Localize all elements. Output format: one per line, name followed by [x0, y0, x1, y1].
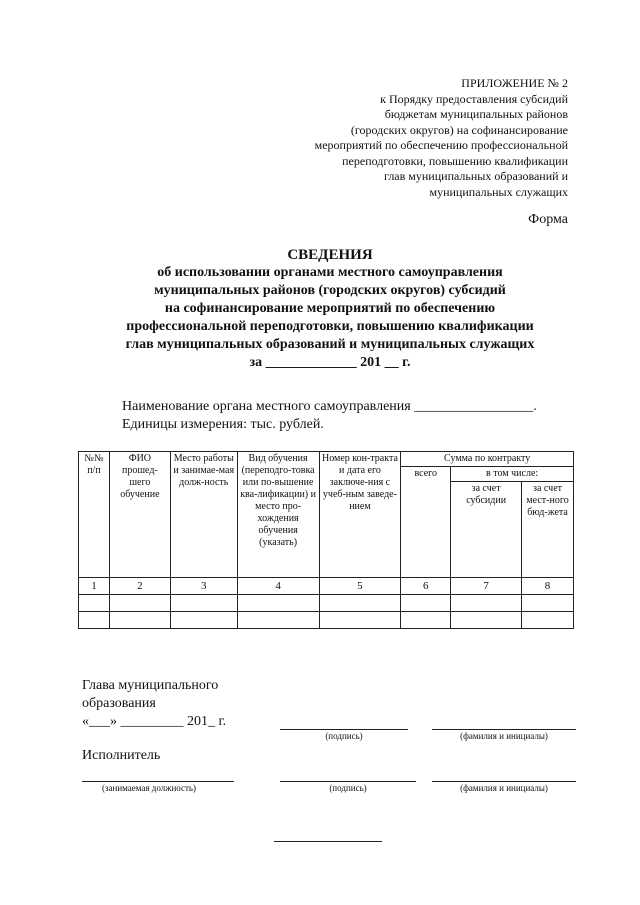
appendix-line: к Порядку предоставления субсидий — [380, 91, 568, 106]
column-number: 6 — [401, 578, 451, 595]
column-number: 7 — [451, 578, 522, 595]
column-number: 8 — [522, 578, 574, 595]
title-line: об использовании органами местного самоуправления — [157, 265, 503, 280]
position-caption: (занимаемая должность) — [101, 783, 197, 793]
title-line: глав муниципальных образований и муниципальных служащих — [125, 337, 535, 352]
col-header-incl: в том числе: — [451, 467, 574, 482]
appendix-line: муниципальных служащих — [429, 184, 568, 199]
executor-label: Исполнитель — [82, 748, 161, 763]
appendix-line: мероприятий по обеспечению профессиональной — [314, 138, 568, 152]
column-number: 3 — [170, 578, 237, 595]
form-label: Форма — [528, 212, 568, 227]
signature-line — [280, 729, 408, 730]
table-header-row — [79, 452, 574, 467]
head-title — [82, 677, 218, 713]
col-header-training: Вид обучения (переподго-товка или по-вышение ква-лификации) и место про-хождения обучения (указать) — [237, 452, 319, 578]
table-row — [79, 612, 574, 629]
col-header-num: №№ п/п — [79, 452, 110, 578]
name-line — [432, 781, 576, 782]
col-header-total: всего — [401, 467, 451, 578]
head-title-line: Глава муниципального — [82, 678, 219, 693]
column-number: 2 — [109, 578, 170, 595]
org-name-field: Наименование органа местного самоуправления _________________. — [122, 399, 537, 414]
appendix-line: ПРИЛОЖЕНИЕ № 2 — [461, 76, 568, 90]
col-header-fio: ФИО прошед-шего обучение — [109, 452, 170, 578]
col-header-local: за счет мест-ного бюд-жета — [522, 482, 574, 578]
title-line: на софинансирование мероприятий по обеспечению — [164, 301, 496, 316]
head-title-line: образования — [82, 696, 156, 711]
bottom-rule — [274, 841, 382, 842]
org-info — [122, 398, 537, 434]
date-field: «___» _________ 201_ г. — [82, 714, 227, 729]
name-caption: (фамилия и инициалы) — [460, 783, 548, 793]
column-number: 5 — [319, 578, 401, 595]
name-line — [432, 729, 576, 730]
appendix-line: (городских округов) на софинансирование — [350, 122, 568, 137]
col-header-sum: Сумма по контракту — [401, 452, 574, 467]
report-table — [78, 451, 574, 629]
col-header-contract: Номер кон-тракта и дата его заключе-ния с учеб-ным заведе-нием — [319, 452, 401, 578]
table-row — [79, 595, 574, 612]
units-line: Единицы измерения: тыс. рублей. — [122, 417, 324, 432]
appendix-line: бюджетам муниципальных районов — [384, 107, 568, 121]
name-caption: (фамилия и инициалы) — [460, 731, 548, 741]
column-number: 1 — [79, 578, 110, 595]
appendix-line: глав муниципальных образований и — [384, 169, 568, 183]
title-heading: СВЕДЕНИЯ — [287, 247, 373, 263]
col-header-workplace: Место работы и занимае-мая долж-ность — [170, 452, 237, 578]
document-title — [90, 246, 570, 372]
signature-line — [280, 781, 416, 782]
title-period: за _____________ 201 __ г. — [249, 355, 411, 370]
signature-caption: (подпись) — [329, 783, 367, 793]
title-line: профессиональной переподготовки, повышению квалификации — [126, 319, 534, 334]
column-number: 4 — [237, 578, 319, 595]
col-header-subsidy: за счет субсидии — [451, 482, 522, 578]
appendix-header — [268, 76, 568, 200]
column-number-row — [79, 578, 574, 595]
position-line — [82, 781, 234, 782]
appendix-line: переподготовки, повышению квалификации — [342, 153, 568, 168]
signature-caption: (подпись) — [325, 731, 363, 741]
title-line: муниципальных районов (городских округов) субсидий — [154, 283, 506, 298]
